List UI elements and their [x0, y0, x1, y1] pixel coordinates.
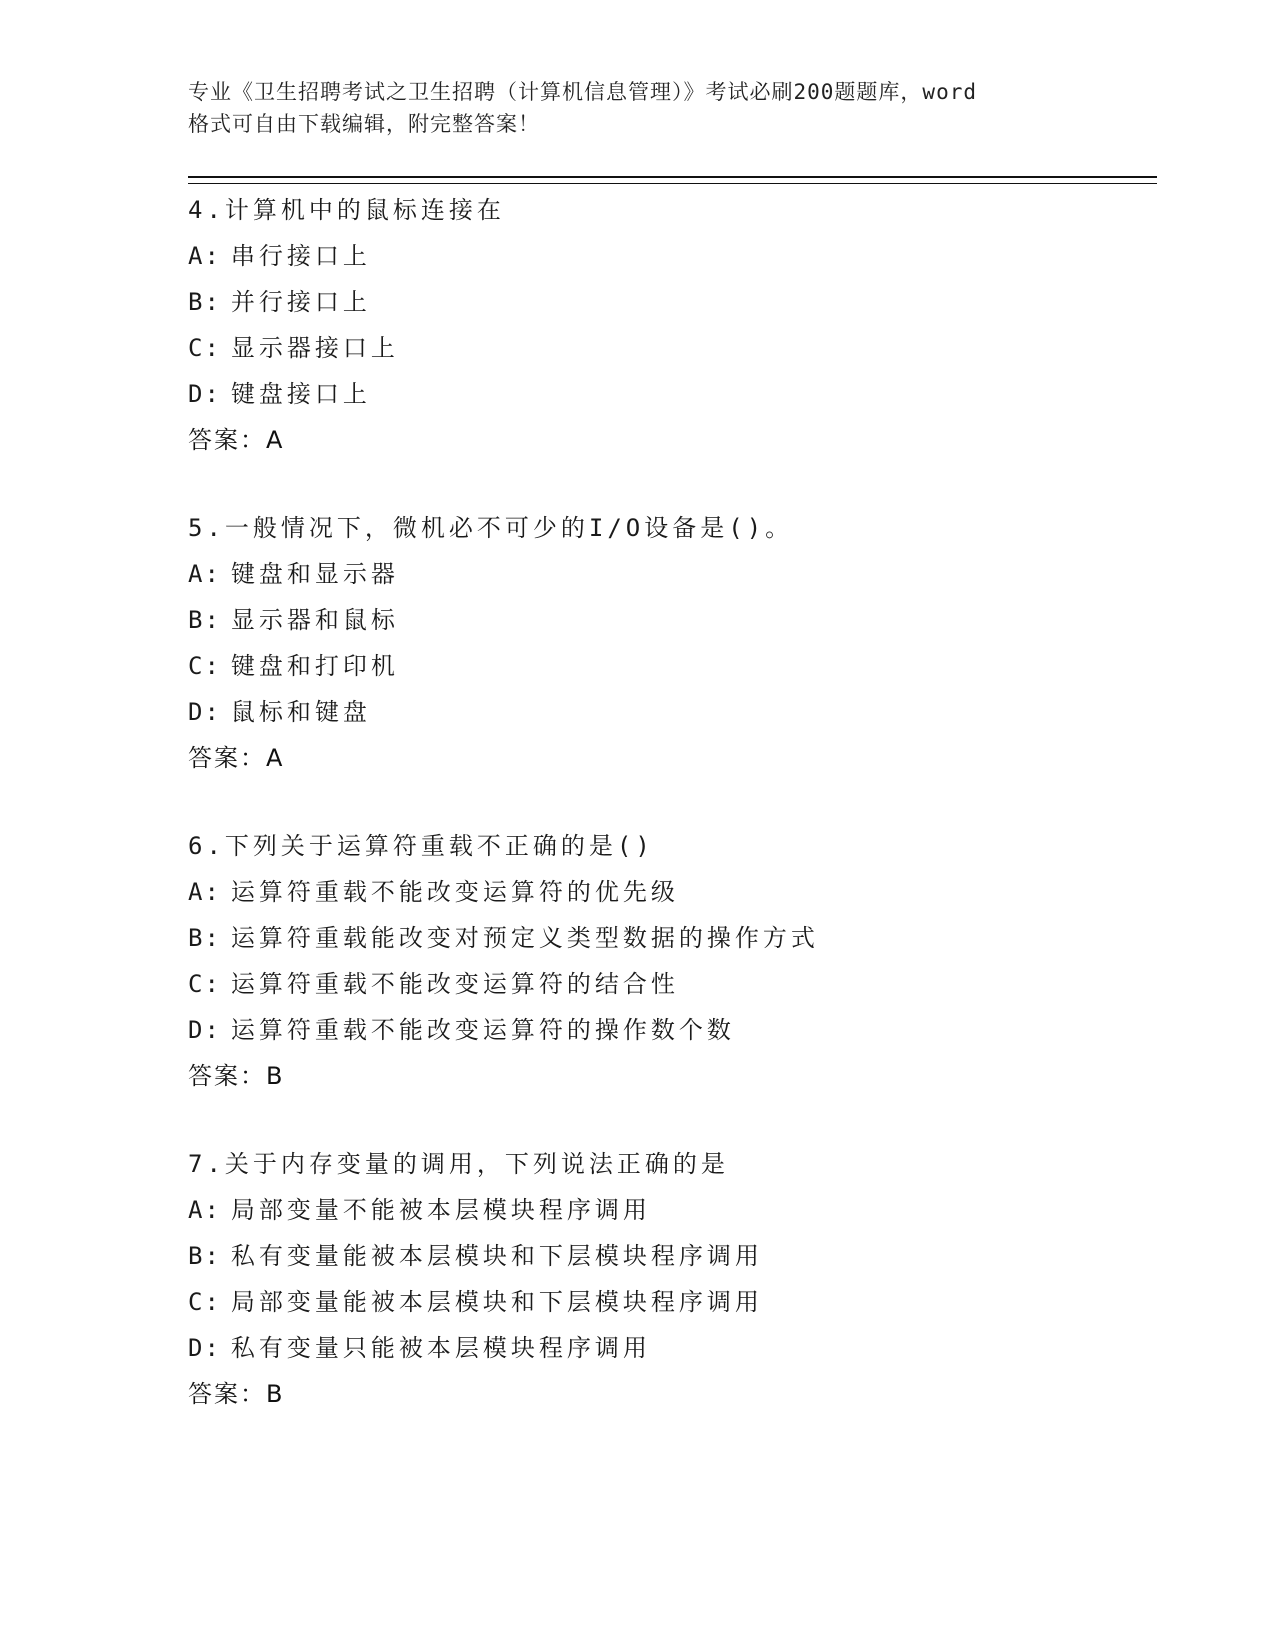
question-stem: 6.下列关于运算符重载不正确的是()	[188, 832, 654, 860]
option-c	[188, 1279, 1157, 1325]
option-c	[188, 325, 1157, 371]
option-key: D:	[188, 380, 221, 408]
question-stem: 5.一般情况下，微机必不可少的I/O设备是()。	[188, 514, 794, 542]
header-divider-thin	[188, 183, 1157, 184]
option-text: 局部变量能被本层模块和下层模块程序调用	[230, 1288, 763, 1316]
option-text: 私有变量能被本层模块和下层模块程序调用	[230, 1242, 763, 1270]
option-text: 运算符重载能改变对预定义类型数据的操作方式	[230, 924, 819, 952]
option-c	[188, 643, 1157, 689]
option-key: D:	[188, 1334, 221, 1362]
option-text: 鼠标和键盘	[230, 698, 371, 726]
option-a	[188, 233, 1157, 279]
option-key: B:	[188, 924, 221, 952]
question-stem: 4.计算机中的鼠标连接在	[188, 196, 505, 224]
option-text: 运算符重载不能改变运算符的操作数个数	[230, 1016, 735, 1044]
option-a	[188, 1187, 1157, 1233]
option-key: D:	[188, 698, 221, 726]
option-text: 运算符重载不能改变运算符的结合性	[230, 970, 679, 998]
question-item	[188, 823, 1157, 1099]
option-text: 键盘和打印机	[230, 652, 399, 680]
option-text: 显示器接口上	[230, 334, 399, 362]
question-item	[188, 505, 1157, 781]
question-stem: 7.关于内存变量的调用，下列说法正确的是	[188, 1150, 729, 1178]
header-title-line-2: 格式可自由下载编辑，附完整答案！	[188, 112, 540, 136]
option-b	[188, 279, 1157, 325]
option-key: A:	[188, 242, 221, 270]
option-key: A:	[188, 878, 221, 906]
option-b	[188, 915, 1157, 961]
option-c	[188, 961, 1157, 1007]
option-key: B:	[188, 288, 221, 316]
question-item	[188, 1141, 1157, 1417]
option-key: C:	[188, 970, 221, 998]
option-text: 串行接口上	[230, 242, 371, 270]
option-key: B:	[188, 1242, 221, 1270]
option-text: 并行接口上	[230, 288, 371, 316]
option-b	[188, 597, 1157, 643]
option-text: 显示器和鼠标	[230, 606, 399, 634]
option-d	[188, 371, 1157, 417]
option-text: 键盘接口上	[230, 380, 371, 408]
option-text: 键盘和显示器	[230, 560, 399, 588]
document-header	[188, 76, 1088, 140]
question-item	[188, 187, 1157, 463]
option-d	[188, 1007, 1157, 1053]
option-text: 运算符重载不能改变运算符的优先级	[230, 878, 679, 906]
option-d	[188, 1325, 1157, 1371]
option-key: A:	[188, 560, 221, 588]
header-divider-thick	[188, 176, 1157, 178]
answer-line: 答案：A	[188, 744, 285, 772]
option-key: D:	[188, 1016, 221, 1044]
option-a	[188, 551, 1157, 597]
option-text: 私有变量只能被本层模块程序调用	[230, 1334, 651, 1362]
option-key: C:	[188, 652, 221, 680]
answer-line: 答案：A	[188, 426, 285, 454]
option-key: C:	[188, 334, 221, 362]
option-b	[188, 1233, 1157, 1279]
option-text: 局部变量不能被本层模块程序调用	[230, 1196, 651, 1224]
option-key: A:	[188, 1196, 221, 1224]
header-title-line-1: 专业《卫生招聘考试之卫生招聘（计算机信息管理）》考试必刷200题题库，word	[188, 80, 977, 104]
option-a	[188, 869, 1157, 915]
option-d	[188, 689, 1157, 735]
option-key: C:	[188, 1288, 221, 1316]
answer-line: 答案：B	[188, 1062, 285, 1090]
option-key: B:	[188, 606, 221, 634]
question-list	[188, 187, 1157, 1417]
answer-line: 答案：B	[188, 1380, 285, 1408]
